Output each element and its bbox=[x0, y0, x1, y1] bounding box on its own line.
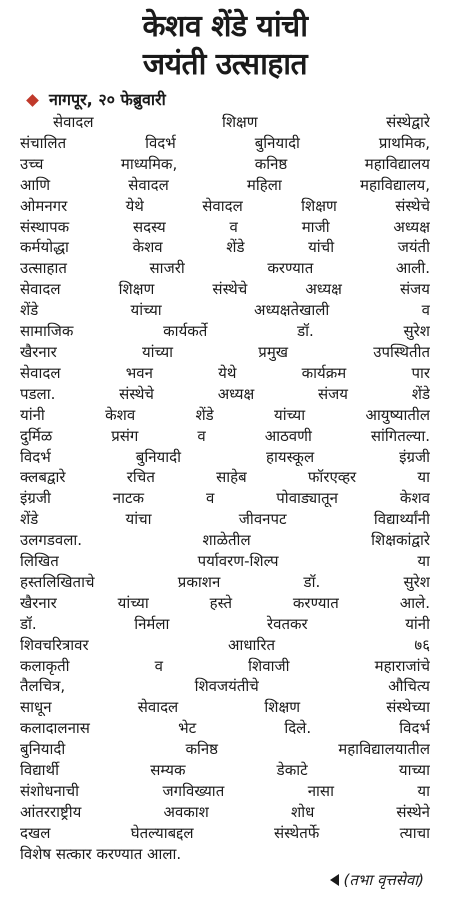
article-line: उच्च माध्यमिक, कनिष्ठ महाविद्यालय bbox=[20, 154, 430, 173]
article-line: हस्तलिखिताचे प्रकाशन डॉ. सुरेश bbox=[20, 572, 430, 591]
article-line: शेंडे यांचा जीवनपट विद्यार्थ्यांनी bbox=[20, 510, 430, 529]
article-line: संचालित विदर्भ बुनियादी प्राथमिक, bbox=[20, 133, 430, 152]
article-line: खैरनार यांच्या प्रमुख उपस्थितीत bbox=[20, 342, 430, 361]
article-line: शेंडे यांच्या अध्यक्षतेखाली व bbox=[20, 301, 430, 320]
article-line: खैरनार यांच्या हस्ते करण्यात आले. bbox=[20, 593, 430, 612]
article-line: सेवादल शिक्षण संस्थेचे अध्यक्ष संजय bbox=[20, 280, 430, 299]
article-line: डॉ. निर्मला रेवतकर यांनी bbox=[20, 614, 430, 633]
article-line: पडला. संस्थेचे अध्यक्ष संजय शेंडे bbox=[20, 384, 430, 403]
article-line: उलगडवला. शाळेतील शिक्षकांद्वारे bbox=[20, 531, 430, 550]
news-credit bbox=[20, 869, 430, 891]
article-line: यांनी केशव शेंडे यांच्या आयुष्यातील bbox=[20, 405, 430, 424]
article-line: विदर्भ बुनियादी हायस्कूल इंग्रजी bbox=[20, 447, 430, 466]
article-line: कलादालनास भेट दिले. विदर्भ bbox=[20, 719, 430, 738]
article-line: साधून सेवादल शिक्षण संस्थेच्या bbox=[20, 698, 430, 717]
article-line: क्लबद्वारे रचित साहेब फॉरएव्हर या bbox=[20, 468, 430, 487]
article-line: आणि सेवादल महिला महाविद्यालय, bbox=[20, 175, 430, 194]
credit-text: (तभा वृत्तसेवा) bbox=[343, 870, 424, 889]
article-line: लिखित पर्यावरण-शिल्प या bbox=[20, 552, 430, 571]
diamond-bullet-icon bbox=[26, 94, 39, 107]
article-line: आंतरराष्ट्रीय अवकाश शोध संस्थेने bbox=[20, 802, 430, 821]
article-line: दखल घेतल्याबद्दल संस्थेतर्फे त्याचा bbox=[20, 823, 430, 842]
triangle-marker-icon bbox=[330, 874, 339, 886]
article-line: कलाकृती व शिवाजी महाराजांचे bbox=[20, 656, 430, 675]
article-line: विद्यार्थी सम्यक डेकाटे याच्या bbox=[20, 761, 430, 780]
article-line: तैलचित्र, शिवजयंतीचे औचित्य bbox=[20, 677, 430, 696]
article-line: संस्थापक सदस्य व माजी अध्यक्ष bbox=[20, 217, 430, 236]
article-line: सेवादल शिक्षण संस्थेद्वारे bbox=[53, 113, 430, 131]
dateline bbox=[20, 90, 430, 110]
headline-line-1: केशव शेंडे यांची bbox=[142, 9, 308, 44]
headline-line-2: जयंती उत्साहात bbox=[142, 47, 308, 82]
article-line: सेवादल भवन येथे कार्यक्रम पार bbox=[20, 363, 430, 382]
article-line: दुर्मिळ प्रसंग व आठवणी सांगितल्या. bbox=[20, 426, 430, 445]
article-line: ओमनगर येथे सेवादल शिक्षण संस्थेचे bbox=[20, 196, 430, 215]
article-line: सामाजिक कार्यकर्ते डॉ. सुरेश bbox=[20, 322, 430, 341]
article-line: बुनियादी कनिष्ठ महाविद्यालयातील bbox=[20, 740, 430, 759]
headline bbox=[20, 6, 430, 84]
article-line: उत्साहात साजरी करण्यात आली. bbox=[20, 259, 430, 278]
article-line: विशेष सत्कार करण्यात आला. bbox=[20, 844, 182, 863]
article-line: संशोधनाची जगविख्यात नासा या bbox=[20, 782, 430, 800]
dateline-text: नागपूर, २० फेब्रुवारी bbox=[49, 90, 166, 109]
article-body bbox=[20, 112, 430, 865]
article-line: इंग्रजी नाटक व पोवाड्यातून केशव bbox=[20, 489, 430, 508]
article-line: कर्मयोद्धा केशव शेंडे यांची जयंती bbox=[20, 238, 430, 257]
article-line: शिवचरित्रावर आधारित ७६ bbox=[20, 635, 430, 654]
